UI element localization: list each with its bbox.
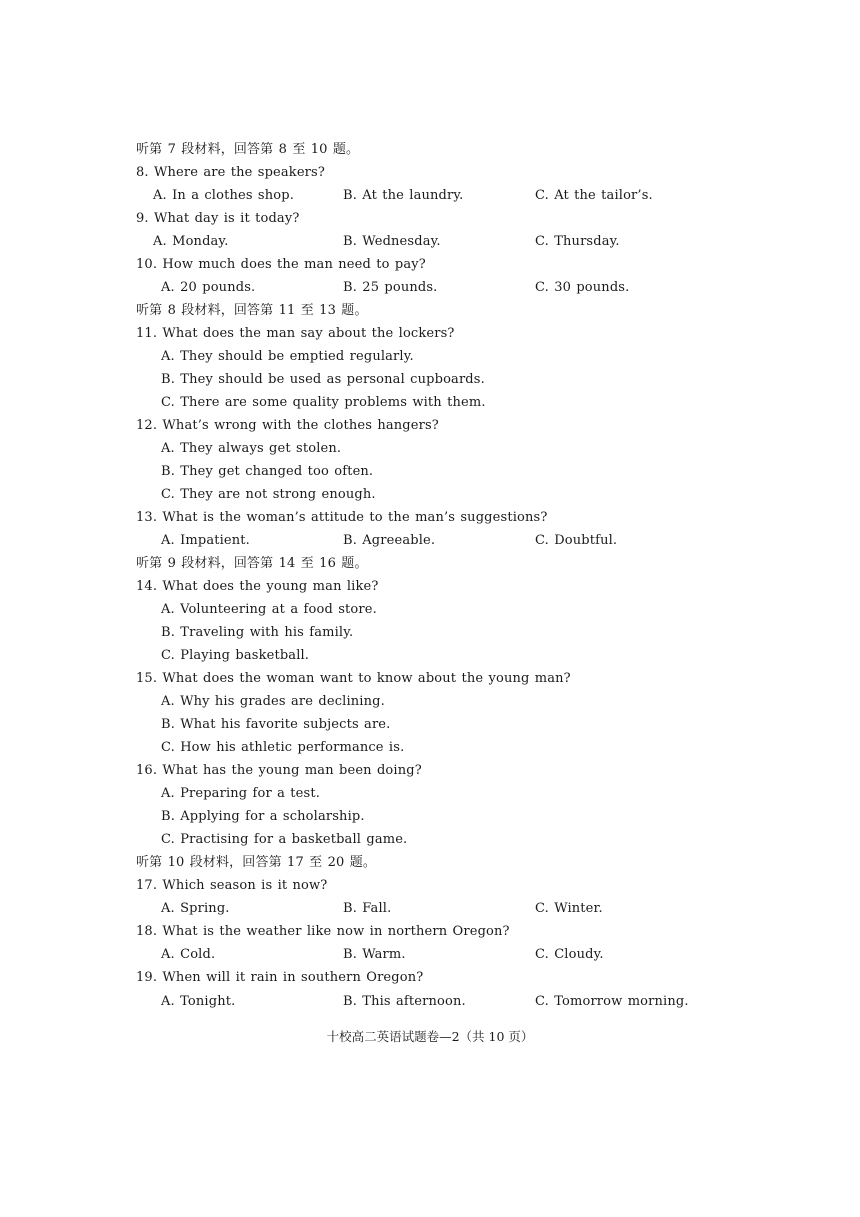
question-stem: 13. What is the woman’s attitude to the man’s suggestions? <box>136 510 548 525</box>
question-stem: 17. Which season is it now? <box>136 878 328 893</box>
option-b: B. 25 pounds. <box>343 280 438 295</box>
question-stem: 18. What is the weather like now in northern Oregon? <box>136 924 510 939</box>
option-a: A. Volunteering at a food store. <box>161 602 377 617</box>
question-stem: 16. What has the young man been doing? <box>136 763 422 778</box>
option-a: A. Monday. <box>153 234 229 249</box>
option-c: C. How his athletic performance is. <box>161 740 405 755</box>
section-heading: 听第 9 段材料，回答第 14 至 16 题。 <box>136 556 368 571</box>
section-heading: 听第 7 段材料，回答第 8 至 10 题。 <box>136 142 360 157</box>
option-b: B. What his favorite subjects are. <box>161 717 391 732</box>
page-footer: 十校高二英语试题卷—2（共 10 页） <box>326 1029 534 1044</box>
option-c: C. There are some quality problems with them. <box>161 395 486 410</box>
option-b: B. Wednesday. <box>343 234 441 249</box>
question-stem: 9. What day is it today? <box>136 211 300 226</box>
option-c: C. At the tailor’s. <box>535 188 653 203</box>
option-b: B. Warm. <box>343 947 406 962</box>
option-a: A. In a clothes shop. <box>153 188 295 203</box>
option-b: B. At the laundry. <box>343 188 464 203</box>
option-a: A. Preparing for a test. <box>161 786 320 801</box>
option-a: A. Tonight. <box>161 994 236 1009</box>
option-b: B. They should be used as personal cupboards. <box>161 372 485 387</box>
option-c: C. Playing basketball. <box>161 648 310 663</box>
option-b: B. Agreeable. <box>343 533 436 548</box>
option-a: A. They should be emptied regularly. <box>161 349 414 364</box>
option-c: C. Doubtful. <box>535 533 618 548</box>
question-stem: 15. What does the woman want to know about the young man? <box>136 671 571 686</box>
option-c: C. Practising for a basketball game. <box>161 832 408 847</box>
option-a: A. They always get stolen. <box>161 441 342 456</box>
option-b: B. Fall. <box>343 901 392 916</box>
option-c: C. Tomorrow morning. <box>535 994 689 1009</box>
option-c: C. Winter. <box>535 901 603 916</box>
question-stem: 8. Where are the speakers? <box>136 165 325 180</box>
option-a: A. Impatient. <box>161 533 250 548</box>
question-stem: 11. What does the man say about the lockers? <box>136 326 455 341</box>
option-b: B. Traveling with his family. <box>161 625 354 640</box>
question-stem: 12. What’s wrong with the clothes hangers? <box>136 418 439 433</box>
question-stem: 19. When will it rain in southern Oregon? <box>136 970 424 985</box>
option-c: C. Thursday. <box>535 234 620 249</box>
option-b: B. Applying for a scholarship. <box>161 809 365 824</box>
section-heading: 听第 8 段材料，回答第 11 至 13 题。 <box>136 303 368 318</box>
option-c: C. They are not strong enough. <box>161 487 376 502</box>
option-c: C. 30 pounds. <box>535 280 630 295</box>
option-a: A. Why his grades are declining. <box>161 694 385 709</box>
option-a: A. Spring. <box>161 901 230 916</box>
option-b: B. They get changed too often. <box>161 464 374 479</box>
option-c: C. Cloudy. <box>535 947 604 962</box>
option-a: A. 20 pounds. <box>161 280 256 295</box>
question-stem: 14. What does the young man like? <box>136 579 379 594</box>
section-heading: 听第 10 段材料，回答第 17 至 20 题。 <box>136 855 377 870</box>
option-b: B. This afternoon. <box>343 994 466 1009</box>
option-a: A. Cold. <box>161 947 216 962</box>
question-stem: 10. How much does the man need to pay? <box>136 257 426 272</box>
